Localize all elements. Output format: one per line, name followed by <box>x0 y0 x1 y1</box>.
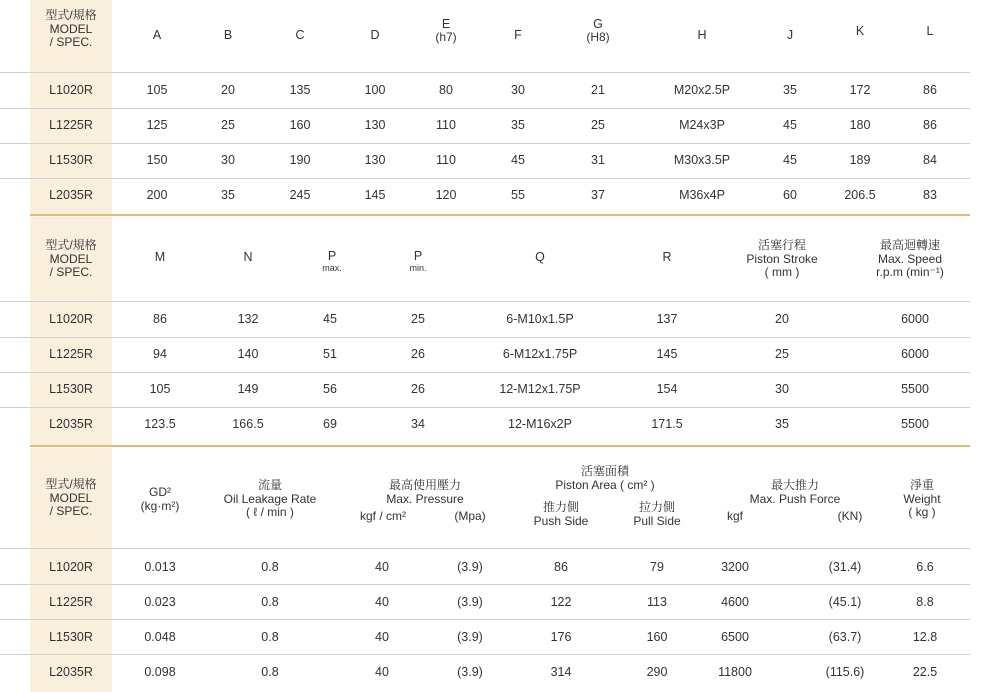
cell-oil-leakage: 0.8 <box>261 630 279 644</box>
col-header-p-min <box>388 249 448 274</box>
cell-max-speed: 5500 <box>901 382 929 396</box>
model-cell: L1020R <box>49 560 93 574</box>
table-row <box>0 337 970 373</box>
spec-label-model: MODEL <box>49 490 93 505</box>
table-row <box>0 73 970 109</box>
cell-c: 190 <box>289 153 311 167</box>
cell-weight: 22.5 <box>912 665 938 679</box>
table-row <box>0 143 970 179</box>
piston-area-en: Piston Area ( cm² ) <box>555 477 655 492</box>
col-header-q: Q <box>535 250 545 264</box>
table-row <box>0 372 970 408</box>
cell-d: 100 <box>364 83 386 97</box>
model-cell: L1020R <box>49 312 93 326</box>
max-speed-unit: r.p.m (min⁻¹) <box>876 265 944 279</box>
pull-side-en: Pull Side <box>633 513 681 528</box>
cell-gd2: 0.013 <box>144 560 176 574</box>
col-header-k: K <box>855 24 865 38</box>
cell-push-side: 176 <box>550 630 572 644</box>
weight-unit: ( kg ) <box>908 505 936 519</box>
cell-p-max: 69 <box>323 417 337 431</box>
cell-m: 123.5 <box>144 417 176 431</box>
spec-table-mounting <box>0 217 970 445</box>
cell-pressure-kgf: 40 <box>375 560 389 574</box>
cell-max-speed: 6000 <box>901 312 929 326</box>
cell-e: 120 <box>435 188 457 202</box>
cell-f: 55 <box>511 188 525 202</box>
max-pressure-unit-mpa: (Mpa) <box>454 509 486 523</box>
col-header-g <box>568 17 628 45</box>
model-cell: L2035R <box>49 665 93 679</box>
cell-pull-side: 79 <box>650 560 664 574</box>
cell-n: 132 <box>237 312 259 326</box>
cell-p-min: 25 <box>411 312 425 326</box>
cell-force-kn: (45.1) <box>828 595 862 609</box>
cell-a: 125 <box>146 118 168 132</box>
cell-p-max: 45 <box>323 312 337 326</box>
cell-piston-stroke: 25 <box>775 347 789 361</box>
col-header-j: J <box>786 28 794 42</box>
spec-label <box>30 239 112 280</box>
max-pressure-unit-kgf: kgf / cm² <box>359 509 406 523</box>
cell-pull-side: 160 <box>646 630 668 644</box>
col-header-max-pressure <box>350 479 500 506</box>
cell-p-min: 26 <box>411 382 425 396</box>
col-header-max-speed <box>855 239 965 280</box>
cell-p-max: 51 <box>323 347 337 361</box>
cell-f: 30 <box>511 83 525 97</box>
cell-weight: 8.8 <box>916 595 934 609</box>
spec-label-zh: 型式/規格 <box>45 477 97 491</box>
cell-piston-stroke: 35 <box>775 417 789 431</box>
cell-f: 45 <box>511 153 525 167</box>
cell-force-kn: (115.6) <box>825 665 865 679</box>
cell-e: 110 <box>436 153 456 167</box>
cell-force-kgf: 11800 <box>718 665 752 679</box>
cell-n: 149 <box>237 382 259 396</box>
cell-gd2: 0.048 <box>144 630 176 644</box>
cell-q: 6-M10x1.5P <box>506 312 574 326</box>
cell-b: 20 <box>221 83 235 97</box>
table-row <box>0 619 970 655</box>
cell-k: 172 <box>849 83 871 97</box>
col-header-e <box>416 17 476 45</box>
table-header <box>0 217 970 302</box>
cell-h: M24x3P <box>679 118 725 132</box>
max-push-force-unit-kgf: kgf <box>726 509 743 523</box>
cell-d: 130 <box>364 118 386 132</box>
cell-gd2: 0.098 <box>144 665 176 679</box>
cell-a: 150 <box>146 153 168 167</box>
cell-h: M20x2.5P <box>673 83 731 97</box>
model-cell: L1530R <box>49 382 93 396</box>
gd2-unit: (kg·m²) <box>140 498 180 513</box>
model-cell: L1020R <box>49 83 93 97</box>
cell-h: M36x4P <box>679 188 725 202</box>
cell-weight: 6.6 <box>916 560 934 574</box>
cell-l: 86 <box>923 118 937 132</box>
col-header-g-sub: (H8) <box>586 30 610 44</box>
cell-e: 110 <box>436 118 456 132</box>
col-header-p-max-sub: max. <box>322 263 342 273</box>
col-header-gd2 <box>125 486 195 513</box>
spec-label-zh: 型式/規格 <box>45 8 97 22</box>
cell-n: 140 <box>237 347 259 361</box>
cell-r: 154 <box>656 382 678 396</box>
col-header-p-max-main: P <box>327 249 337 263</box>
cell-push-side: 314 <box>550 665 572 679</box>
cell-b: 35 <box>221 188 235 202</box>
col-header-push-side <box>526 501 596 528</box>
section-divider <box>30 445 970 447</box>
cell-l: 83 <box>923 188 937 202</box>
cell-c: 245 <box>289 188 311 202</box>
table-row <box>0 407 970 442</box>
cell-piston-stroke: 20 <box>775 312 789 326</box>
cell-pressure-mpa: (3.9) <box>457 630 483 644</box>
cell-c: 135 <box>289 83 311 97</box>
cell-max-speed: 6000 <box>901 347 929 361</box>
cell-piston-stroke: 30 <box>775 382 789 396</box>
table-row <box>0 178 970 213</box>
col-header-m: M <box>154 250 166 264</box>
section-divider <box>30 214 970 216</box>
table-row <box>0 584 970 620</box>
cell-e: 80 <box>439 83 453 97</box>
cell-oil-leakage: 0.8 <box>261 560 279 574</box>
col-header-l: L <box>926 24 934 38</box>
piston-stroke-unit: ( mm ) <box>764 265 800 279</box>
col-header-weight <box>892 479 952 520</box>
piston-area-zh: 活塞面積 <box>580 464 629 478</box>
cell-d: 145 <box>364 188 386 202</box>
cell-pressure-mpa: (3.9) <box>457 665 483 679</box>
cell-q: 6-M12x1.75P <box>502 347 578 361</box>
col-header-e-sub: (h7) <box>435 30 457 44</box>
cell-pressure-mpa: (3.9) <box>457 560 483 574</box>
cell-pressure-kgf: 40 <box>375 595 389 609</box>
cell-j: 35 <box>783 83 797 97</box>
cell-force-kgf: 6500 <box>721 630 749 644</box>
cell-m: 86 <box>153 312 167 326</box>
cell-j: 60 <box>783 188 797 202</box>
col-header-d: D <box>370 28 380 42</box>
col-header-e-main: E <box>441 17 451 31</box>
max-speed-en: Max. Speed <box>877 251 943 266</box>
spec-label-spec: / SPEC. <box>49 265 93 279</box>
cell-oil-leakage: 0.8 <box>261 665 279 679</box>
model-cell: L1530R <box>49 153 93 167</box>
max-pressure-en: Max. Pressure <box>386 491 464 506</box>
spec-label-model: MODEL <box>49 21 93 36</box>
max-push-force-zh: 最大推力 <box>770 478 819 492</box>
col-header-g-main: G <box>593 17 603 31</box>
cell-j: 45 <box>783 153 797 167</box>
col-header-piston-stroke <box>727 239 837 280</box>
cell-max-speed: 5500 <box>901 417 929 431</box>
col-header-n: N <box>243 250 253 264</box>
table-row <box>0 108 970 144</box>
table-header <box>0 448 970 549</box>
cell-r: 137 <box>656 312 678 326</box>
cell-r: 145 <box>656 347 678 361</box>
cell-push-side: 122 <box>550 595 572 609</box>
col-header-pull-side <box>622 501 692 528</box>
col-header-p-min-sub: min. <box>409 263 427 273</box>
max-speed-zh: 最高迴轉速 <box>879 238 940 252</box>
cell-a: 200 <box>146 188 168 202</box>
spec-label <box>30 9 112 50</box>
cell-push-side: 86 <box>554 560 568 574</box>
cell-f: 35 <box>511 118 525 132</box>
spec-table-dimensions <box>0 0 970 214</box>
cell-oil-leakage: 0.8 <box>261 595 279 609</box>
cell-c: 160 <box>289 118 311 132</box>
gd2-label: GD² <box>149 485 171 499</box>
cell-q: 12-M16x2P <box>508 417 572 431</box>
cell-r: 171.5 <box>651 417 683 431</box>
model-cell: L1225R <box>49 118 93 132</box>
spec-table-performance <box>0 448 970 692</box>
oil-leakage-en: Oil Leakage Rate <box>223 491 317 506</box>
cell-weight: 12.8 <box>912 630 938 644</box>
cell-g: 25 <box>591 118 605 132</box>
model-cell: L1530R <box>49 630 93 644</box>
max-push-force-unit-kn: (KN) <box>837 509 863 523</box>
col-header-f: F <box>514 28 522 42</box>
piston-stroke-en: Piston Stroke <box>746 251 818 266</box>
cell-k: 180 <box>849 118 871 132</box>
col-header-c: C <box>295 28 305 42</box>
cell-m: 94 <box>153 347 167 361</box>
table-row <box>0 549 970 585</box>
cell-b: 30 <box>221 153 235 167</box>
max-push-force-en: Max. Push Force <box>749 491 841 506</box>
cell-a: 105 <box>146 83 168 97</box>
cell-j: 45 <box>783 118 797 132</box>
weight-en: Weight <box>903 491 941 506</box>
cell-q: 12-M12x1.75P <box>499 382 581 396</box>
spec-label-zh: 型式/規格 <box>45 238 97 252</box>
col-header-oil-leakage <box>205 479 335 520</box>
col-header-r: R <box>662 250 672 264</box>
cell-force-kn: (63.7) <box>828 630 862 644</box>
spec-label <box>30 478 112 519</box>
cell-m: 105 <box>149 382 171 396</box>
col-header-h: H <box>697 28 707 42</box>
table-row <box>0 302 970 338</box>
cell-l: 86 <box>923 83 937 97</box>
cell-p-max: 56 <box>323 382 337 396</box>
cell-p-min: 26 <box>411 347 425 361</box>
cell-force-kn: (31.4) <box>828 560 862 574</box>
cell-p-min: 34 <box>411 417 425 431</box>
model-cell: L1225R <box>49 595 93 609</box>
cell-force-kgf: 4600 <box>721 595 749 609</box>
cell-g: 37 <box>591 188 605 202</box>
oil-leakage-zh: 流量 <box>257 478 282 492</box>
cell-force-kgf: 3200 <box>721 560 749 574</box>
cell-pull-side: 290 <box>646 665 668 679</box>
cell-n: 166.5 <box>232 417 264 431</box>
col-header-a: A <box>152 28 162 42</box>
model-cell: L2035R <box>49 188 93 202</box>
cell-g: 21 <box>591 83 605 97</box>
model-cell: L1225R <box>49 347 93 361</box>
col-header-p-max <box>302 249 362 274</box>
spec-label-spec: / SPEC. <box>49 35 93 49</box>
cell-k: 206.5 <box>844 188 876 202</box>
cell-gd2: 0.023 <box>144 595 176 609</box>
col-header-piston-area <box>530 465 680 492</box>
col-header-p-min-main: P <box>413 249 423 263</box>
cell-l: 84 <box>923 153 937 167</box>
cell-g: 31 <box>591 153 605 167</box>
oil-leakage-unit: ( ℓ / min ) <box>246 505 294 519</box>
col-header-max-push-force <box>730 479 860 506</box>
piston-stroke-zh: 活塞行程 <box>757 238 806 252</box>
cell-k: 189 <box>849 153 871 167</box>
model-cell: L2035R <box>49 417 93 431</box>
table-header <box>0 0 970 73</box>
pull-side-zh: 拉力側 <box>638 500 675 514</box>
spec-label-model: MODEL <box>49 251 93 266</box>
max-pressure-zh: 最高使用壓力 <box>388 478 461 492</box>
cell-h: M30x3.5P <box>673 153 731 167</box>
cell-b: 25 <box>221 118 235 132</box>
table-row <box>0 654 970 689</box>
cell-d: 130 <box>364 153 386 167</box>
cell-pull-side: 113 <box>647 595 667 609</box>
cell-pressure-kgf: 40 <box>375 630 389 644</box>
cell-pressure-mpa: (3.9) <box>457 595 483 609</box>
push-side-zh: 推力側 <box>542 500 579 514</box>
spec-label-spec: / SPEC. <box>49 504 93 518</box>
weight-zh: 淨重 <box>909 478 934 492</box>
cell-pressure-kgf: 40 <box>375 665 389 679</box>
push-side-en: Push Side <box>533 513 589 528</box>
col-header-b: B <box>223 28 233 42</box>
